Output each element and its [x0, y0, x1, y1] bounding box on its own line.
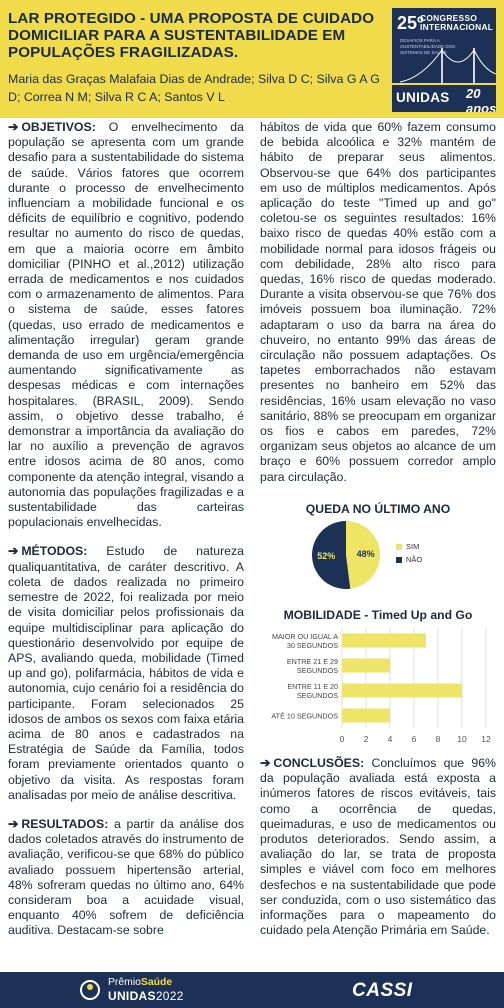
footer-bar [0, 972, 504, 1008]
x-tick-label: 10 [457, 734, 467, 744]
arrow-icon: ➔ [8, 120, 19, 134]
bar-1 [342, 659, 390, 673]
conclusoes-heading: CONCLUSÕES: [273, 756, 365, 770]
bar-0 [342, 634, 426, 648]
y-category-label: ENTRE 21 E 29 SEGUNDOS [286, 657, 338, 675]
congress-label [420, 14, 493, 32]
anniversary-mark: 20 anos [466, 86, 496, 112]
x-tick-label: 12 [481, 734, 491, 744]
congress-line1: CONGRESSO [420, 13, 478, 23]
section-conclusoes [260, 756, 496, 938]
y-category-label: MAIOR OU IGUAL A 30 SEGUNDOS [271, 632, 338, 650]
pie-chart [260, 518, 496, 592]
arrow-icon: ➔ [260, 756, 271, 770]
premio-word: Prêmio [108, 977, 141, 988]
objetivos-heading: OBJETIVOS: [21, 120, 96, 134]
footer-unidas: UNIDAS [108, 989, 156, 1003]
bar-chart-title: MOBILIDADE - Timed Up and Go [283, 608, 473, 622]
metodos-text: Estudo de natureza qualiquantitativa, de caráter descritivo. A coleta de dados realizada no primeiro semestre de 2022, foi realizada por meio de visita domiciliar pelos profissionais da equipe multidisciplinar para aplicação do questionário desenvolvido por equipe de APS, avaliando queda, mobilidade (Timed up and go), polifarmácia, hábitos de vida e autonomia, cujo cenário foi a residência do participante. Foram selecionados 25 idosos de ambos os sexos com faixa etária acima de 80 anos e cadastrados na Estratégia de Saúde da Família, todos foram previamente orientados quanto o objetivo da visita. As respostas foram analisadas por meio de análise descritiva. [8, 544, 244, 802]
congress-logo [392, 8, 496, 112]
conclusoes-text: Concluímos que 96% da população avaliada está exposta a inúmeros fatores de riscos evitáveis, tais como a ocorrência de quedas, queimaduras, e uso de medicamentos ou produtos deteriorados. Sendo assim, a avaliação do lar, se trata de proposta simples e viável com foco em melhores desfechos e na sustentabilidade que pode ser conduzida, com o uso sistemático das informações para o mapeamento do cuidado pela Atenção Primária em Saúde. [260, 756, 496, 938]
pie-data-label-0: 48% [356, 548, 375, 559]
x-tick-label: 0 [339, 734, 345, 744]
legend-label-sim: SIM [406, 542, 420, 551]
pie-chart-title: QUEDA NO ÚLTIMO ANO [305, 502, 451, 516]
x-tick-label: 2 [363, 734, 369, 744]
cassi-logo: CASSI [352, 980, 413, 1001]
arrow-icon: ➔ [8, 544, 19, 559]
metodos-heading: MÉTODOS: [21, 544, 88, 559]
legend-swatch-nao [396, 557, 402, 563]
resultados-text-left: a partir da análise dos dados coletados através do instrumento de avaliação, verificou-se que 68% do público avaliado possuem hipertensão arterial, 48% sofreram quedas no último ano, 64% consideram boa a acuidade visual, enquanto 40% sofrem de deficiência auditiva. Destacam-se sobre [8, 816, 245, 938]
saude-word: Saúde [140, 977, 173, 988]
header-banner [0, 0, 504, 118]
left-column [8, 120, 244, 953]
section-metodos [8, 544, 244, 802]
legend-swatch-sim [396, 544, 402, 550]
unidas-year [108, 989, 184, 1003]
y-category-label: ATÉ 10 SEGUNDOS [271, 711, 338, 721]
premio-logo-icon [78, 978, 102, 1002]
premio-label [108, 977, 172, 988]
bar-2 [342, 684, 462, 698]
arrow-icon: ➔ [8, 816, 19, 831]
objetivos-text: O envelhecimento da população se apresenta com um grande desafio para a sustentabilidade do sistema de saúde. Vários fatores que ocorrem durante o processo de envelhecimento influenciam a mobilidade funcional e os déficits de equilíbrio e cognitivo, podendo resultar no aumento do risco de quedas, em que a maioria ocorre em âmbito domiciliar (PINHO et al.,2012) utilização errada de medicamentos e nos cuidados com o armazenamento de alimentos. Para o sistema de saúde, esses fatores (quedas, uso errado de medicamentos e alimentação irregular) geram grande demanda de uso em urgência/emergência aumentando significativamente as despesas médicas e com internações hospitalares. (BRASIL, 2009). Sendo assim, o objetivo desse trabalho, é demonstrar a importância da avaliação do lar no auxílio a prevenção de agravos entre idosos acima de 80 anos, como componente da atenção integral, visando a autonomia das populações fragilizadas e a sustentabilidade das carteiras populacionais envelhecidas. [8, 120, 244, 530]
pie-legend [396, 540, 422, 566]
right-column [260, 120, 496, 485]
poster-title: LAR PROTEGIDO - UMA PROPOSTA DE CUIDADO DOMICILIAR PARA A SUSTENTABILIDADE EM POPULAÇÕES FRAGILIZADAS. [8, 10, 375, 61]
authors-list: Maria das Graças Malafaia Dias de Andrade; Silva D C; Silva G A G D; Correa N M; Silva R C A; Santos V L [8, 72, 380, 104]
footer-year: 2022 [155, 989, 184, 1003]
bar-chart [260, 624, 496, 748]
y-category-label: ENTRE 11 E 20 SEGUNDOS [287, 682, 338, 700]
resultados-text-right: hábitos de vida que 60% fazem consumo de bebida alcoólica e 32% mantém de hábito de preparar seus alimentos. Observou-se que 64% dos participantes em uso de múltiplos medicamentos. Após aplicação do teste "Timed up and go" coletou-se os seguintes resultados: 16% baixo risco de quedas 40% estão com a mobilidade normal para idosos frágeis ou com debilidade, 28% alto risco para quedas, 16% risco de quedas moderado. Durante a visita observou-se que 76% dos imóveis possuem boa iluminação. 72% adaptaram o uso da barra na área do chuveiro, no entanto 99% das áreas de circulação não possuem adaptações. Os tapetes emborrachados não estavam presentes no banheiro em 52% das residências, 16% usam elevação no vaso sanitário, 88% se preocupam em organizar os fios e cabos em paredes, 72% organizam seus objetos ao alcance de um braço e 60% possuem corredor amplo para circulação. [260, 120, 496, 484]
section-objetivos [8, 120, 244, 530]
resultados-heading: RESULTADOS: [21, 816, 109, 831]
pie-data-label-1: 52% [317, 551, 336, 562]
x-tick-label: 8 [435, 734, 441, 744]
section-resultados [8, 817, 244, 939]
x-tick-label: 6 [411, 734, 417, 744]
pie-chart-svg [260, 518, 496, 592]
legend-item-nao [396, 553, 422, 566]
legend-label-nao: NÃO [406, 555, 423, 564]
congress-line2: INTERNACIONAL [420, 22, 494, 32]
congress-subtitle: DESAFIOS PARA A SUSTENTABILIDADE DOS SISTEMAS DE SAÚDE [400, 38, 456, 55]
legend-item-sim [396, 540, 422, 553]
bar-chart-svg [260, 624, 496, 748]
x-tick-label: 4 [387, 734, 393, 744]
unidas-brand: UNIDAS [396, 90, 450, 105]
congress-number: 25º [397, 13, 424, 33]
bar-3 [342, 709, 390, 723]
